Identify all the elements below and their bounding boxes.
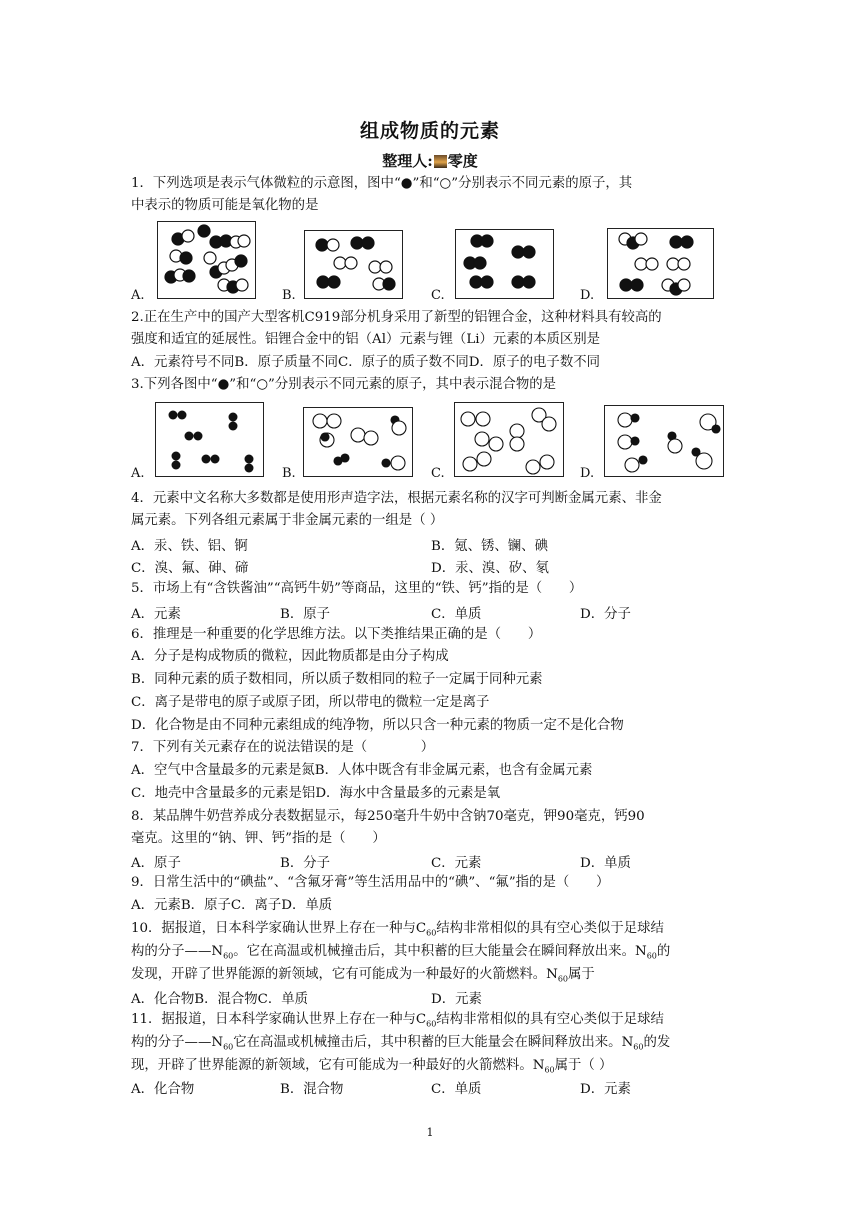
q7-line1: 7．下列有关元素存在的说法错误的是（ ） — [131, 740, 435, 755]
q11-line3-text-a: 现，开辟了世界能源的新领域，它有可能成为一种最好的火箭燃料。N — [131, 1058, 545, 1073]
q1-figure-a — [157, 221, 256, 299]
q11-line3-sub: 60 — [544, 1065, 555, 1075]
q1-figure-a-diagram — [158, 222, 255, 298]
q11-option-d: D．元素 — [580, 1082, 631, 1097]
q4-option-d: D．汞、溴、矽、氡 — [431, 561, 549, 576]
q11-line2-sub: 60 — [223, 1042, 234, 1052]
author-name: 零度 — [447, 152, 478, 170]
q10-line2-text-c: 的 — [656, 944, 671, 959]
q2-options: A．元素符号不同B．原子质量不同C．原子的质子数不同D．原子的电子数不同 — [131, 355, 600, 370]
q5-line1: 5．市场上有“含铁酱油”“高钙牛奶”等商品，这里的“铁、钙”指的是（ ） — [131, 581, 583, 596]
q1-label-a: A. — [131, 288, 145, 303]
author-line — [0, 150, 860, 171]
q8-option-c: C．元素 — [431, 856, 482, 871]
q3-figure-a — [155, 402, 264, 477]
q1-figure-b-diagram — [305, 231, 402, 298]
q4-option-b: B．氪、锈、镧、碘 — [431, 539, 548, 554]
sunset-icon — [434, 155, 447, 168]
q3-figure-c — [454, 402, 564, 477]
q3-label-c: C. — [431, 466, 445, 481]
q3-label-d: D. — [580, 466, 595, 481]
q3-figure-b-diagram — [304, 408, 412, 476]
q6-line1: 6．推理是一种重要的化学思维方法。以下类推结果正确的是（ ） — [131, 627, 542, 642]
q3-line1: 3.下列各图中“●”和“○”分别表示不同元素的原子，其中表示混合物的是 — [131, 377, 557, 392]
q10-line3-text-b: 属于 — [568, 967, 595, 982]
page-number: 1 — [426, 1126, 434, 1139]
q3-figure-d-diagram — [605, 406, 723, 476]
q8-option-b: B．分子 — [280, 856, 331, 871]
q10-line3-sub: 60 — [557, 974, 569, 984]
page-title: 组成物质的元素 — [359, 120, 500, 142]
q9-options: A．元素B．原子C．离子D．单质 — [131, 898, 333, 913]
q5-option-a: A．元素 — [131, 607, 181, 622]
q3-figure-a-diagram — [156, 403, 263, 476]
q1-figure-c-diagram — [456, 230, 553, 298]
q11-option-a: A．化合物 — [131, 1082, 195, 1097]
q11-line2-sub2: 60 — [633, 1042, 644, 1052]
q10-option-d: D．元素 — [431, 992, 482, 1007]
q4-line2: 属元素。下列各组元素属于非金属元素的一组是（ ） — [131, 513, 444, 528]
q1-figure-c — [455, 229, 554, 299]
q6-option-a: A．分子是构成物质的微粒，因此物质都是由分子构成 — [131, 649, 449, 664]
author-prefix: 整理人: — [382, 152, 433, 170]
q2-line2: 强度和适宜的延展性。铝锂合金中的铝（Al）元素与锂（Li）元素的本质区别是 — [131, 332, 601, 347]
q5-option-c: C．单质 — [431, 607, 482, 622]
q8-option-d: D．单质 — [580, 856, 631, 871]
q1-label-b: B. — [282, 288, 296, 303]
q1-label-d: D. — [580, 288, 595, 303]
q11-line3 — [131, 1055, 612, 1082]
q10-line2-text-b: 。它在高温或机械撞击后，其中积蓄的巨大能量会在瞬间释放出来。N — [233, 944, 647, 959]
q3-figure-c-diagram — [455, 403, 563, 476]
q6-option-b: B．同种元素的质子数相同，所以质子数相同的粒子一定属于同种元素 — [131, 672, 543, 687]
q8-line1: 8．某品牌牛奶营养成分表数据显示，每250毫升牛奶中含钠70毫克，钾90毫克，钙90 — [131, 809, 645, 824]
q1-figure-d-diagram — [608, 229, 713, 298]
q11-line2-text-c: 的发 — [643, 1035, 671, 1050]
q10-options-abc: A．化合物B．混合物C．单质 — [131, 992, 309, 1007]
q7-options-ab: A．空气中含量最多的元素是氮B．人体中既含有非金属元素，也含有金属元素 — [131, 763, 593, 778]
q4-option-c: C．溴、氟、砷、碲 — [131, 561, 249, 576]
q2-line1: 2.正在生产中的国产大型客机C919部分机身采用了新型的铝锂合金，这种材料具有较高的 — [131, 310, 662, 325]
q3-label-b: B. — [282, 466, 296, 481]
q4-line1: 4．元素中文名称大多数都是使用形声造字法，根据元素名称的汉字可判断金属元素、非金 — [131, 491, 662, 506]
q10-line2-sub: 60 — [223, 951, 234, 961]
q9-line1: 9．日常生活中的“碘盐”、“含氟牙膏”等生活用品中的“碘”、“氟”指的是（ ） — [131, 875, 610, 890]
q11-line3-text-b: 属于（ ） — [554, 1058, 613, 1073]
q11-line1-sub: 60 — [426, 1019, 437, 1029]
q10-line2-sub2: 60 — [646, 951, 657, 961]
q10-line1-sub: 60 — [426, 928, 437, 938]
q10-line3-text-a: 发现，开辟了世界能源的新领域，它有可能成为一种最好的火箭燃料。N — [131, 967, 558, 982]
q3-figure-b — [303, 407, 413, 477]
q1-figure-d — [607, 228, 714, 299]
q6-option-d: D．化合物是由不同种元素组成的纯净物，所以只含一种元素的物质一定不是化合物 — [131, 718, 624, 733]
q10-line1-text-a: 10．据报道，日本科学家确认世界上存在一种与C — [131, 921, 427, 936]
q11-option-b: B．混合物 — [280, 1082, 344, 1097]
q11-line2-text-b: 它在高温或机械撞击后，其中积蓄的巨大能量会在瞬间释放出来。N — [233, 1035, 634, 1050]
q10-line3 — [131, 964, 595, 991]
q10-line1-text-b: 结构非常相似的具有空心类似于足球结 — [436, 921, 664, 936]
q6-option-c: C．离子是带电的原子或原子团，所以带电的微粒一定是离子 — [131, 695, 490, 710]
q1-figure-b — [304, 230, 403, 299]
q11-line1-text-b: 结构非常相似的具有空心类似于足球结 — [436, 1012, 664, 1027]
q11-line1-text-a: 11．据报道，日本科学家确认世界上存在一种与C — [131, 1012, 427, 1027]
q11-option-c: C．单质 — [431, 1082, 482, 1097]
q1-label-c: C. — [431, 288, 445, 303]
q5-option-b: B．原子 — [280, 607, 331, 622]
q3-figure-d — [604, 405, 724, 477]
q1-line1: 1．下列选项是表示气体微粒的示意图，图中“●”和“○”分别表示不同元素的原子，其 — [131, 176, 633, 191]
q1-line2: 中表示的物质可能是氧化物的是 — [131, 198, 319, 213]
q7-options-cd: C．地壳中含量最多的元素是铝D．海水中含量最多的元素是氧 — [131, 786, 501, 801]
q10-line2-text-a: 构的分子——N — [131, 944, 224, 959]
q5-option-d: D．分子 — [580, 607, 631, 622]
q8-line2: 毫克。这里的“钠、钾、钙”指的是（ ） — [131, 831, 386, 846]
q8-option-a: A．原子 — [131, 856, 181, 871]
q3-label-a: A. — [131, 466, 145, 481]
q11-line2-text-a: 构的分子——N — [131, 1035, 224, 1050]
q4-option-a: A．汞、铁、铝、锕 — [131, 539, 248, 554]
